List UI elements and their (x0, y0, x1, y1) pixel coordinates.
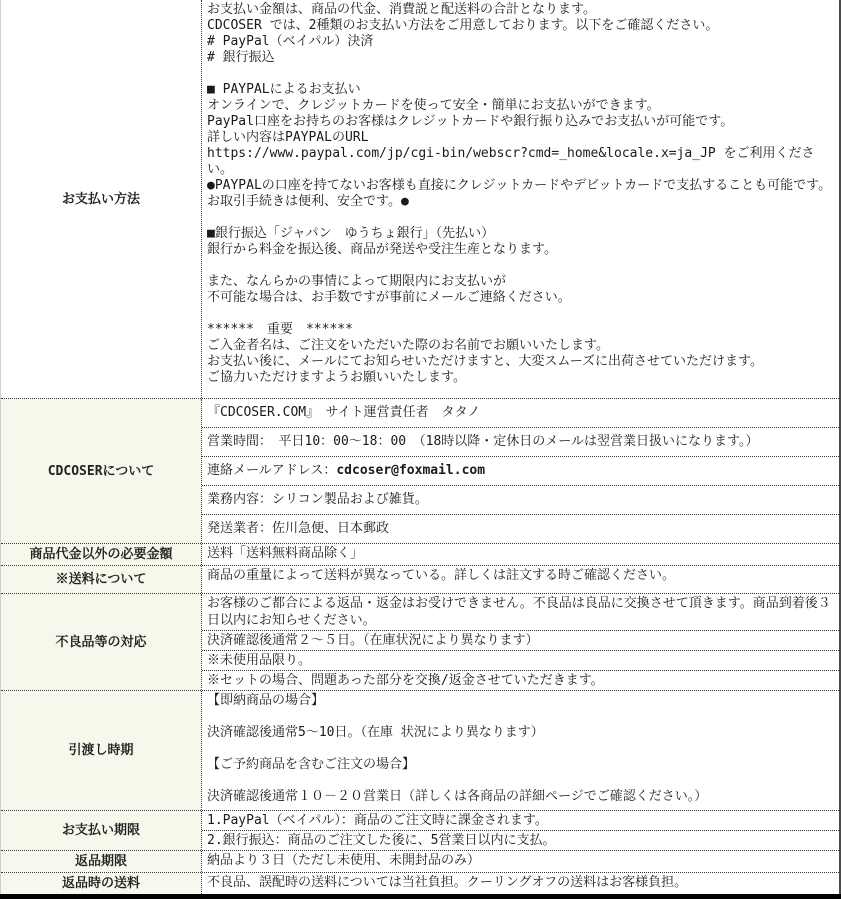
shipping-note-text: 商品の重量によって送料が異なっている。詳しくは註文する時ご確認ください。 (207, 568, 676, 583)
row-return-deadline (1, 850, 839, 872)
return-shipping-text: 不良品、誤配時の送料については当社負担。クーリングオフの送料はお客様負担。 (207, 875, 688, 890)
defective-set-exchange-line: ※セットの場合、問題あった部分を交換/返金させていただきます。 (202, 670, 839, 690)
row-delivery-time (1, 690, 839, 810)
text-line: CDCOSER では、2種類のお支払い方法をご用意しております。以下をご確認ください。 (207, 18, 719, 33)
return-deadline-content (201, 851, 839, 872)
extra-fees-content (201, 544, 839, 565)
business-description-line: 業務内容：シリコン製品および雑貨。 (202, 485, 839, 514)
payment-deadline-content (201, 811, 839, 850)
payment-method-content (201, 0, 839, 398)
row-header-payment-deadline: お支払い期限 (1, 811, 201, 850)
row-defective-items (1, 593, 839, 690)
text-line: ■ PAYPALによるお支払い (207, 82, 361, 97)
defective-processing-time-line: 決済確認後通常２～５日。（在庫状況により異なります） (202, 630, 839, 650)
text-line (207, 66, 834, 82)
text-line (207, 258, 834, 274)
text-line: 【即納商品の場合】 (207, 693, 325, 708)
text-line: 決済確認後通常5～10日。（在庫 状況により異なります） (207, 725, 544, 740)
row-extra-fees (1, 543, 839, 565)
defective-policy-line: お客様のご都合による返品・返金はお受けできません。不良品は良品に交換させて頂きます。商品到着後３日以内にお知らせください。 (207, 596, 831, 628)
text-line: お支払い後に、メールにてお知らせいただけますと、大変スムーズに出荷させていただけます。 (207, 354, 764, 369)
row-return-shipping (1, 872, 839, 894)
text-line: お支払い金額は、商品の代金、消費説と配送料の合計となります。 (207, 2, 596, 17)
text-line: ご協力いただけますようお願いいたします。 (207, 370, 466, 385)
text-line: ■銀行振込「ジャパン ゆうちょ銀行」（先払い） (207, 226, 495, 241)
row-header-extra-fees: 商品代金以外の必要金額 (1, 544, 201, 565)
contact-email-line (202, 456, 839, 485)
text-line: ご入金者名は、ご注文をいただいた際のお名前でお願いいたします。 (207, 338, 609, 353)
text-line (207, 773, 834, 789)
text-line: 【ご予約商品を含むご注文の場合】 (207, 757, 416, 772)
text-line: ****** 重要 ****** (207, 322, 353, 337)
defective-items-content (201, 594, 839, 690)
text-line: # PayPal（ベイパル）決済 (207, 34, 374, 49)
text-line: https://www.paypal.com/jp/cgi-bin/webscr?cmd=_home&locale.x=ja_JP をご利用ください。 (207, 146, 815, 177)
row-payment-deadline (1, 810, 839, 850)
return-deadline-text: 納品より３日（ただし未使用、未開封品のみ） (207, 853, 481, 868)
contact-email-label: 連絡メールアドレス： (207, 463, 337, 478)
text-line: ●PAYPALの口座を持てないお客様も直接にクレジットカードやデビットカードで支払することも可能です。 (207, 178, 832, 193)
paypal-deadline-line: 1.PayPal（ベイパル）：商品のご注文時に課金されます。 (207, 813, 548, 828)
text-line: また、なんらかの事情によって期限内にお支払いが (207, 274, 507, 289)
text-line (207, 306, 834, 322)
row-header-delivery-time: 引渡し時期 (1, 691, 201, 810)
text-line (207, 741, 834, 757)
text-line (207, 210, 834, 226)
shipping-note-content (201, 566, 839, 593)
text-line: お取引手続きは便利、安全です。● (207, 194, 409, 209)
row-header-return-deadline: 返品期限 (1, 851, 201, 872)
row-shipping-note (1, 565, 839, 593)
email-address: cdcoser@foxmail.com (336, 463, 486, 478)
text-line: 不可能な場合は、お手数ですが事前にメールご連絡ください。 (207, 290, 571, 305)
row-header-about-cdcoser: CDCOSERについて (1, 399, 201, 543)
extra-fees-text: 送料「送料無料商品除く」 (207, 546, 364, 561)
text-line (207, 709, 834, 725)
bank-transfer-deadline-line: 2.銀行振込：商品のご注文した後に、5営業日以内に支払。 (202, 830, 839, 850)
row-header-shipping-note: ※送料について (1, 566, 201, 593)
text-line: 詳しい内容はPAYPALのURL (207, 130, 369, 145)
text-line: PayPal口座をお持ちのお客様はクレジットカードや銀行振り込みでお支払いが可能です。 (207, 114, 734, 129)
row-header-defective-items: 不良品等の対応 (1, 594, 201, 690)
delivery-time-content (201, 691, 839, 810)
row-payment-method (1, 0, 839, 398)
business-hours-line: 営業時間： 平日10：00～18：00 （18時以降・定休日のメールは翌営業日扱いになります。） (202, 427, 839, 456)
text-line: 決済確認後通常１０－２０営業日（詳しくは各商品の詳細ページでご確認ください。） (207, 789, 708, 804)
text-line: 銀行から料金を振込後、商品が発送や受注生産となります。 (207, 242, 557, 257)
text-line: # 銀行振込 (207, 50, 275, 65)
row-header-return-shipping: 返品時の送料 (1, 873, 201, 894)
defective-unused-only-line: ※未使用品限り。 (202, 650, 839, 670)
site-operator-line: 『CDCOSER.COM』 サイト運営責任者 タタノ (207, 405, 481, 420)
section-divider-bar (0, 894, 841, 899)
row-header-payment-method: お支払い方法 (1, 0, 201, 398)
about-cdcoser-content (201, 399, 839, 543)
row-about-cdcoser (1, 398, 839, 543)
text-line: オンラインで、クレジットカードを使って安全・簡単にお支払いができます。 (207, 98, 660, 113)
shipping-carrier-line: 発送業者：佐川急便、日本郵政 (202, 514, 839, 543)
return-shipping-content (201, 873, 839, 894)
